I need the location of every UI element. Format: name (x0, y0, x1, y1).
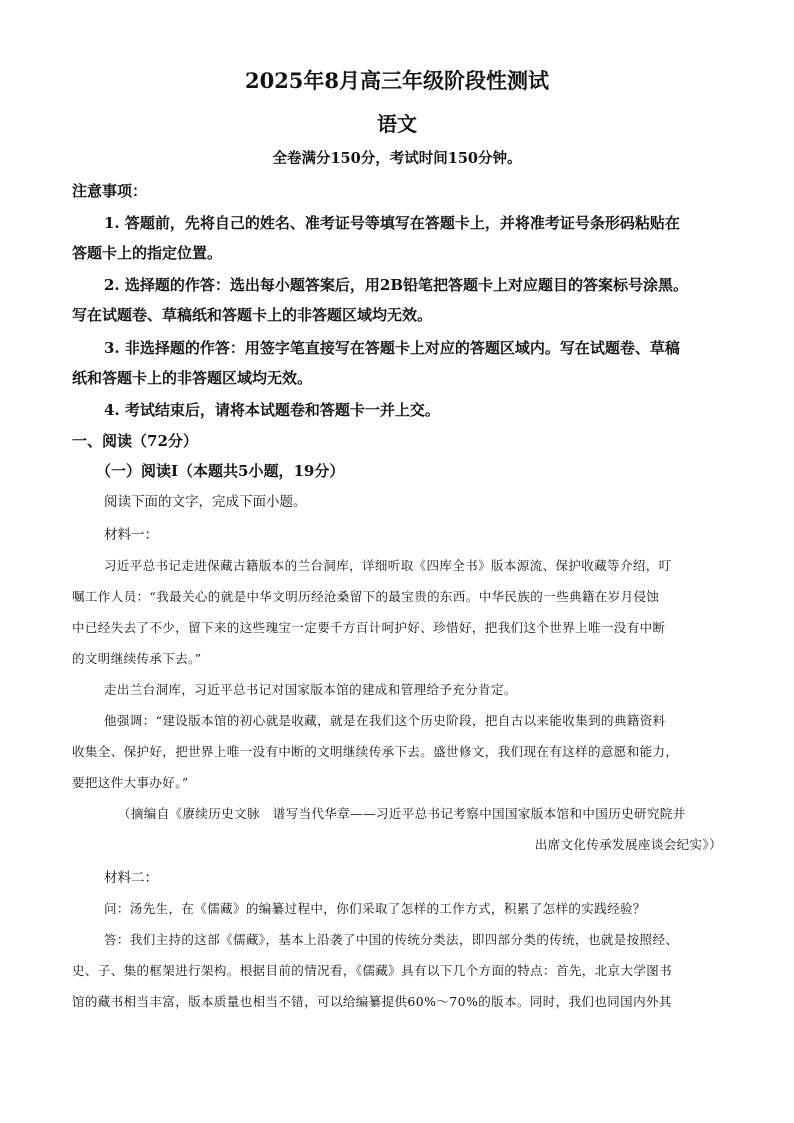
exam-title: 2025年8月高三年级阶段性测试 (244, 68, 550, 93)
material1-line: 要把这件大事办好。” (72, 775, 189, 790)
exam-subject: 语文 (377, 112, 417, 136)
material1-line: 他强调：“建设版本馆的初心就是收藏，就是在我们这个历史阶段，把自古以来能收集到的典籍资料 (104, 713, 666, 728)
material2-line: 馆的藏书相当丰富，版本质量也相当不错，可以给编纂提供60%～70%的版本。同时，我们也同国内外其 (72, 994, 672, 1009)
material1-label: 材料一： (104, 527, 158, 543)
notice-line: 纸和答题卡上的非答题区域均无效。 (72, 369, 313, 387)
section-instruction: 阅读下面的文字，完成下面小题。 (104, 494, 307, 510)
notice-line: 写在试题卷、草稿纸和答题卡上的非答题区域均无效。 (72, 306, 433, 324)
section-heading: 一、阅读（72分） (72, 432, 198, 450)
material1-source: （摘编自《赓续历史文脉 谱写当代华章——习近平总书记考察中国国家版本馆和中国历史研究院并 (118, 806, 686, 821)
notice-line: 4. 考试结束后，请将本试题卷和答题卡一并上交。 (104, 401, 440, 419)
material1-line: 嘱工作人员：“我最关心的就是中华文明历经沧桑留下的最宝贵的东西。中华民族的一些典籍在岁月侵蚀 (72, 589, 660, 604)
notice-line: 2. 选择题的作答：选出每小题答案后，用2B铅笔把答题卡上对应题目的答案标号涂黑。 (104, 276, 689, 294)
material1-line: 习近平总书记走进保藏古籍版本的兰台洞库，详细听取《四库全书》版本源流、保护收藏等介绍，叮 (104, 558, 672, 573)
material2-line: 答：我们主持的这部《儒藏》，基本上沿袭了中国的传统分类法，即四部分类的传统，也就是按照经、 (104, 932, 679, 947)
material2-label: 材料二： (104, 870, 158, 886)
notice-line: 1. 答题前，先将自己的姓名、准考证号等填写在答题卡上，并将准考证号条形码粘贴在 (104, 214, 680, 232)
section-subheading: （一）阅读Ⅰ（本题共5小题，19分） (96, 462, 345, 480)
notice-line: 3. 非选择题的作答：用签字笔直接写在答题卡上对应的答题区域内。写在试题卷、草稿 (104, 339, 680, 357)
material1-line: 收集全、保护好，把世界上唯一没有中断的文明继续传承下去。盛世修文，我们现在有这样的意愿和能力， (72, 744, 679, 759)
material1-source: 出席文化传承发展座谈会纪实》） (534, 837, 722, 852)
notice-line: 答题卡上的指定位置。 (72, 244, 223, 262)
material2-line: 史、子、集的框架进行架构。根据目前的情况看，《儒藏》具有以下几个方面的特点：首先，北京大学图书 (72, 963, 673, 978)
material1-line: 中已经失去了不少，留下来的这些瑰宝一定要千方百计呵护好、珍惜好，把我们这个世界上唯一没有中断 (72, 620, 666, 635)
material1-line: 的文明继续传承下去。” (72, 651, 202, 666)
exam-meta: 全卷满分150分，考试时间150分钟。 (272, 150, 522, 167)
notice-heading: 注意事项： (72, 182, 148, 200)
material1-line: 走出兰台洞库，习近平总书记对国家版本馆的建成和管理给予充分肯定。 (104, 682, 517, 697)
material2-line: 问：汤先生，在《儒藏》的编纂过程中，你们采取了怎样的工作方式，积累了怎样的实践经验？ (104, 901, 646, 916)
